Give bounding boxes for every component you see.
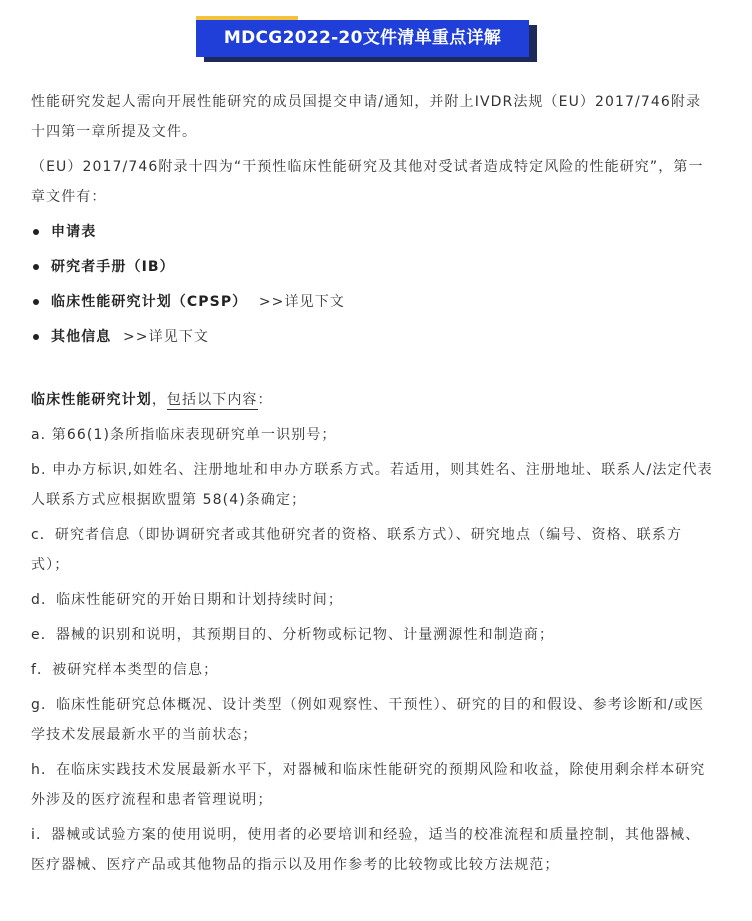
list-item <box>31 287 715 317</box>
list-item-label: 其他信息 <box>51 329 112 345</box>
intro-paragraph-2: （EU）2017/746附录十四为“干预性临床性能研究及其他对受试者造成特定风险的性能研究”，第一章文件有： <box>31 159 704 205</box>
plan-item-a: a. 第66(1)条所指临床表现研究单一识别号； <box>31 427 337 443</box>
plan-item-b: b. 申办方标识,如姓名、注册地址和申办方联系方式。若适用，则其姓名、注册地址、联系人/法定代表人联系方式应根据欧盟第 58(4)条确定； <box>31 462 713 508</box>
bullet-dot-icon <box>33 229 39 235</box>
list-item-note: >>详见下文 <box>122 329 210 345</box>
section-colon: ： <box>257 392 273 408</box>
list-item <box>31 252 715 282</box>
plan-item-d: d．临床性能研究的开始日期和计划持续时间； <box>31 592 343 608</box>
document-list <box>31 217 715 352</box>
bullet-dot-icon <box>33 264 39 270</box>
intro-paragraph-1: 性能研究发起人需向开展性能研究的成员国提交申请/通知，并附上IVDR法规（EU）2017/746附录十四第一章所提及文件。 <box>31 94 702 140</box>
section-subheading: 包括以下内容 <box>166 392 258 408</box>
list-item <box>31 217 715 247</box>
plan-item-f: f．被研究样本类型的信息； <box>31 662 219 678</box>
title-banner <box>196 16 541 62</box>
list-item-label: 申请表 <box>51 224 97 240</box>
section-heading: 临床性能研究计划 <box>31 392 152 408</box>
plan-item-i: i．器械或试验方案的使用说明，使用者的必要培训和经验，适当的校准流程和质量控制，其他器械、医疗器械、医疗产品或其他物品的指示以及用作参考的比较物或比较方法规范； <box>31 827 701 873</box>
page-title: MDCG2022-20文件清单重点详解 <box>196 20 529 57</box>
bullet-dot-icon <box>33 334 39 340</box>
section-heading-line <box>31 385 715 415</box>
plan-item-g: g．临床性能研究总体概况、设计类型（例如观察性、干预性）、研究的目的和假设、参考诊断和/或医学技术发展最新水平的当前状态； <box>31 697 705 743</box>
plan-item-h: h．在临床实践技术发展最新水平下，对器械和临床性能研究的预期风险和收益，除使用剩余样本研究外涉及的医疗流程和患者管理说明； <box>31 762 706 808</box>
bullet-dot-icon <box>33 299 39 305</box>
list-item-label: 临床性能研究计划（CPSP） <box>51 294 248 310</box>
list-item-label: 研究者手册（IB） <box>51 259 175 275</box>
section-separator: ， <box>151 392 167 408</box>
plan-item-c: c．研究者信息（即协调研究者或其他研究者的资格、联系方式）、研究地点（编号、资格、联系方式）； <box>31 527 683 573</box>
plan-item-e: e．器械的识别和说明，其预期目的、分析物或标记物、计量溯源性和制造商； <box>31 627 555 643</box>
list-item-note: >>详见下文 <box>258 294 345 310</box>
article-body <box>31 87 715 885</box>
list-item <box>31 322 715 352</box>
